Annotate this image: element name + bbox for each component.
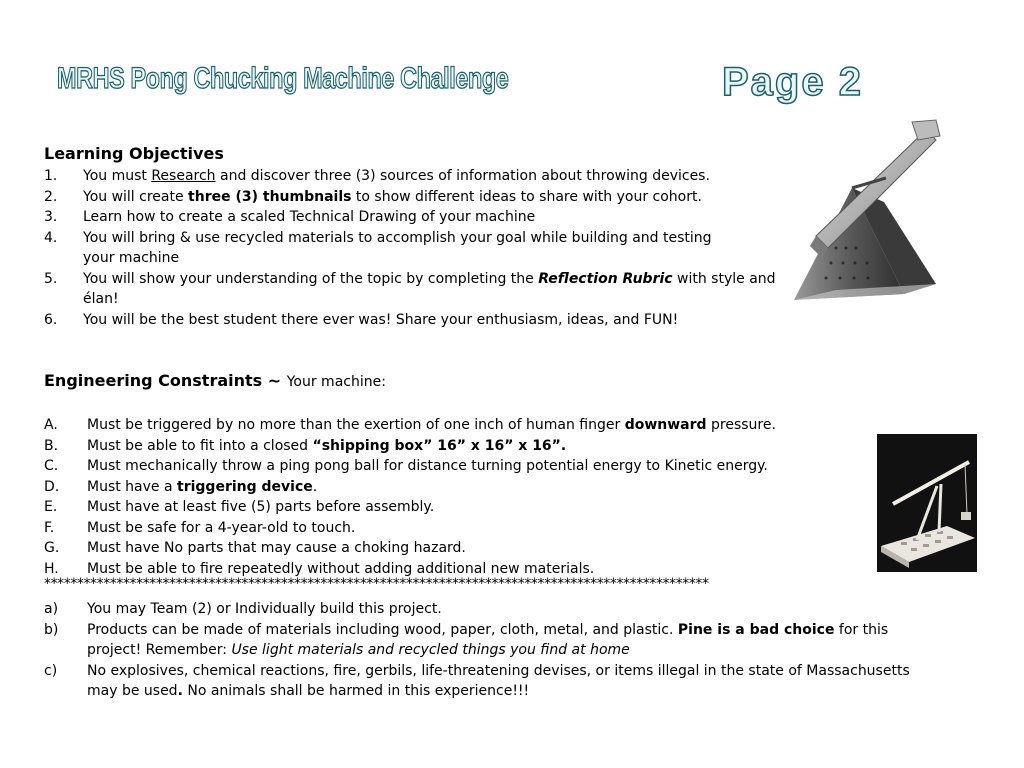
list-item: [44, 166, 783, 187]
item-text: You will bring & use recycled materials to accomplish your goal while building and testing your machine: [83, 229, 712, 266]
list-item: [44, 518, 776, 539]
list-item: [44, 599, 922, 620]
constraints-subheading: Your machine:: [286, 374, 386, 390]
item-text: You will show your understanding of the topic by completing the Reflection Rubric with style and élan!: [83, 270, 776, 307]
list-item: [44, 310, 783, 331]
page-number: Page 2: [722, 60, 863, 104]
item-text: You must Research and discover three (3) sources of information about throwing devices.: [83, 168, 710, 184]
item-number: 6.: [44, 311, 58, 328]
list-item: [44, 436, 776, 457]
item-number: 3.: [44, 209, 58, 225]
learning-objectives-heading: Learning Objectives: [44, 144, 224, 163]
item-number: E.: [44, 499, 58, 515]
list-item: [44, 207, 783, 228]
item-text: You may Team (2) or Individually build this project.: [87, 601, 442, 617]
item-text: Must have a triggering device.: [87, 478, 318, 495]
item-number: b): [44, 621, 59, 638]
list-item: [44, 456, 776, 477]
learning-objectives-list: [44, 166, 783, 330]
item-number: 1.: [44, 168, 58, 184]
item-number: C.: [44, 458, 59, 474]
research-link-text: Research: [151, 168, 216, 184]
item-text: Must have at least five (5) parts before assembly.: [87, 499, 435, 515]
item-text: Must be triggered by no more than the exertion of one inch of human finger downward pressure.: [87, 417, 776, 433]
item-number: a): [44, 601, 59, 617]
item-text: You will create three (3) thumbnails to show different ideas to share with your cohort.: [83, 188, 702, 205]
item-number: D.: [44, 478, 60, 495]
list-item: [44, 661, 922, 702]
notes-list: [44, 599, 922, 702]
list-item: [44, 187, 783, 208]
list-item: [44, 477, 776, 498]
item-number: H.: [44, 560, 59, 577]
engineering-constraints-heading: Engineering Constraints ~ Your machine:: [44, 371, 386, 390]
list-item: [44, 228, 783, 269]
item-text: Must be able to fire repeatedly without adding additional new materials.: [87, 560, 595, 577]
item-number: A.: [44, 417, 58, 433]
item-text: No explosives, chemical reactions, fire, gerbils, life-threatening devises, or items illegal in the state of Massachusetts may be used. No animals shall be harmed in this experience!!!: [87, 662, 910, 699]
list-item: [44, 415, 776, 436]
item-text: Must be able to fit into a closed “shipping box” 16” x 16” x 16”.: [87, 437, 567, 454]
item-text: Must have No parts that may cause a choking hazard.: [87, 540, 466, 556]
trebuchet-illustration: [877, 434, 977, 572]
item-number: F.: [44, 519, 55, 536]
item-text: Products can be made of materials including wood, paper, cloth, metal, and plastic. Pine is a bad choice for this project! Remember: Use light materials and recycled things you find at home: [87, 621, 889, 658]
item-number: G.: [44, 540, 60, 556]
item-number: 2.: [44, 188, 58, 205]
list-item: [44, 497, 776, 518]
catapult-photo: [786, 118, 946, 310]
engineering-constraints-list: [44, 415, 776, 579]
item-number: 5.: [44, 270, 58, 287]
item-text: Must mechanically throw a ping pong ball for distance turning potential energy to Kinetic energy.: [87, 458, 768, 474]
catapult-illustration: [786, 118, 946, 310]
item-text: You will be the best student there ever was! Share your enthusiasm, ideas, and FUN!: [83, 311, 679, 328]
item-number: B.: [44, 437, 59, 454]
item-text: Must be safe for a 4-year-old to touch.: [87, 519, 356, 536]
trebuchet-photo: [877, 434, 977, 572]
asterisk-separator: *****************************************************************************************************: [44, 576, 709, 592]
list-item: [44, 538, 776, 559]
page-title: MRHS Pong Chucking Machine Challenge: [57, 62, 509, 95]
item-text: Learn how to create a scaled Technical Drawing of your machine: [83, 209, 536, 225]
list-item: [44, 620, 922, 661]
list-item: [44, 269, 783, 310]
item-number: 4.: [44, 229, 58, 246]
item-number: c): [44, 662, 58, 679]
